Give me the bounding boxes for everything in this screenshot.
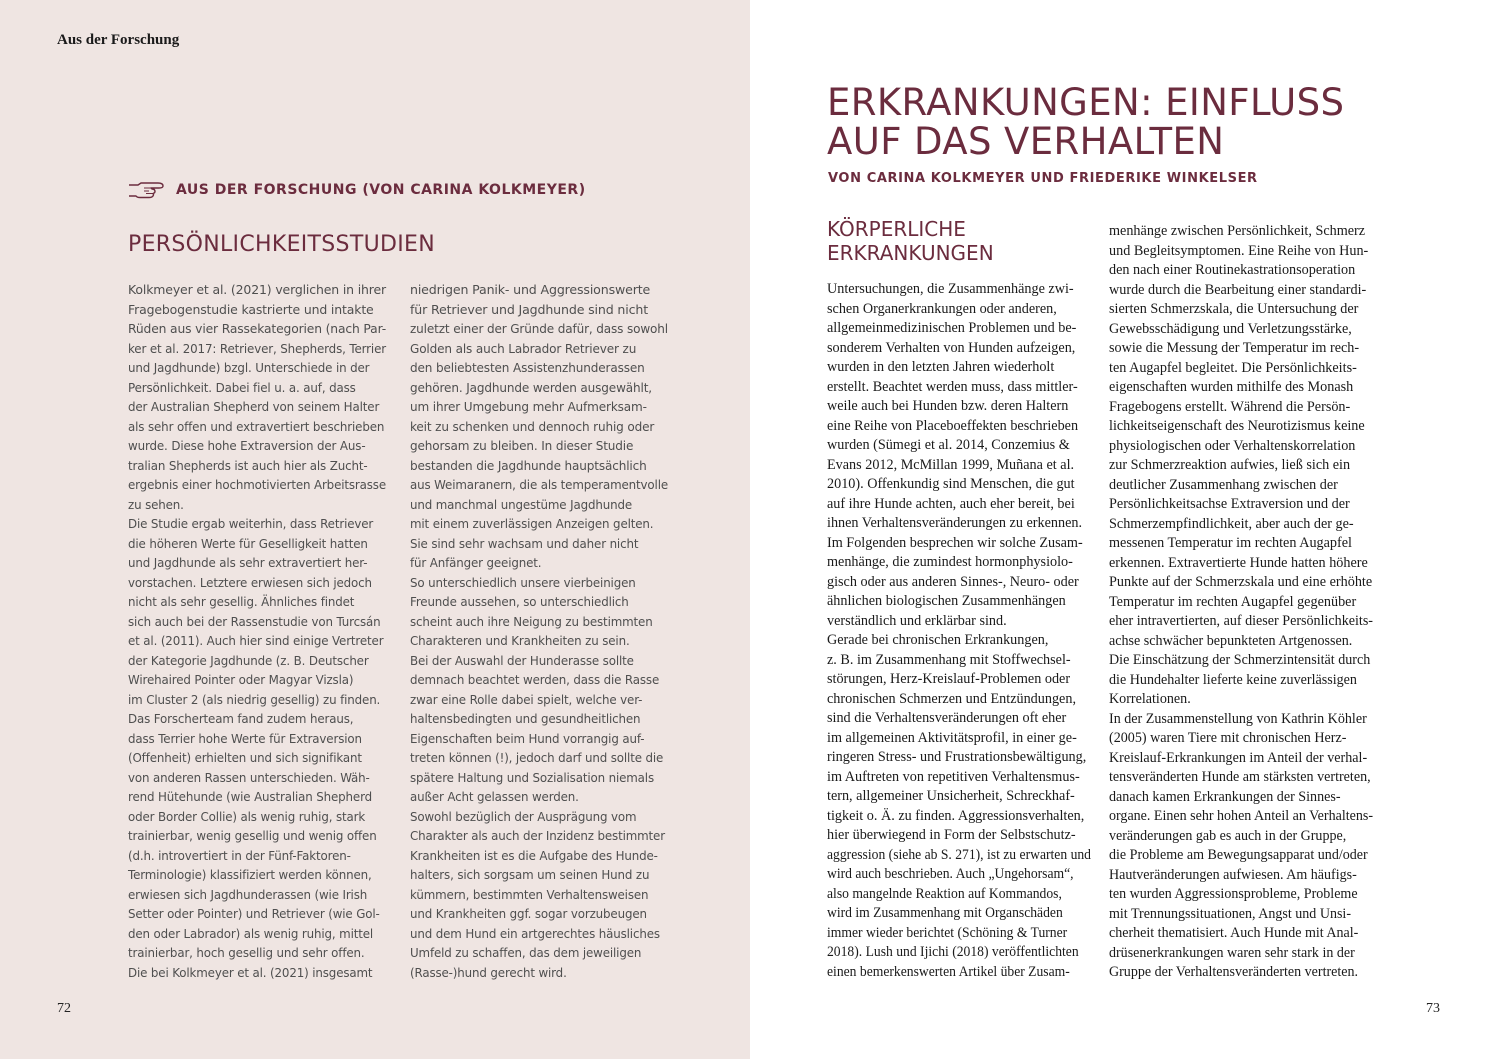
text-line: wurden (Sümegi et al. 2014, Conzemius & — [827, 437, 1070, 453]
text-line: Eigenschaften beim Hund vorrangig auf- — [410, 730, 645, 746]
text-line: trainierbar, wenig gesellig und wenig offen — [128, 828, 377, 843]
text-line: und dem Hund ein artgerechtes häusliches — [410, 925, 660, 941]
text-line: menhänge zwischen Persönlichkeit, Schmerz — [1109, 223, 1366, 239]
text-line: und manchmal ungestüme Jagdhunde — [410, 496, 632, 512]
text-line: deutlicher Zusammenhang zwischen der — [1109, 476, 1338, 493]
text-line: wurde durch die Bearbeitung einer standardi- — [1109, 281, 1367, 298]
text-line: chronischen Schmerzen und Entzündungen, — [827, 690, 1076, 707]
text-line: Sie sind sehr wachsam und daher nicht — [410, 535, 639, 551]
text-line: schen Organerkrankungen oder anderen, — [827, 300, 1057, 317]
text-line: verständlich und erklärbar sind. — [827, 612, 1007, 629]
text-line: immer wieder berichtet (Schöning & Turner — [827, 924, 1068, 941]
text-line: veränderungen gab es auch in der Gruppe, — [1109, 827, 1347, 844]
text-line: eigenschaften wurden mithilfe des Monash — [1109, 379, 1354, 395]
text-line: Die bei Kolkmeyer et al. (2021) insgesamt — [128, 964, 373, 980]
text-line: (d.h. introvertiert in der Fünf-Faktoren- — [128, 847, 351, 863]
text-line: Punkte auf der Schmerzskala und eine erhöhte — [1109, 574, 1373, 590]
text-line: von anderen Rassen unterschieden. Wäh- — [128, 769, 370, 785]
body-column-1 — [827, 280, 1102, 982]
text-line: Hautveränderungen aufwiesen. Am häufigs- — [1109, 866, 1357, 883]
text-line: Gerade bei chronischen Erkrankungen, — [827, 632, 1049, 648]
text-line: der Australian Shepherd von seinem Halter — [128, 399, 380, 414]
text-line: kümmern, bestimmten Verhaltensweisen — [410, 886, 649, 902]
text-line: ten wurden Aggressionsprobleme, Probleme — [1109, 886, 1358, 902]
text-line: und Jagdhunde als sehr extravertiert her- — [128, 555, 368, 570]
text-line: 2010). Offenkundig sind Menschen, die gut — [827, 476, 1075, 492]
text-line: erwiesen sich Jagdhunderassen (wie Irish — [128, 886, 368, 902]
text-line: nicht als sehr gesellig. Ähnliches findet — [128, 594, 355, 609]
text-line: den oder Labrador) als wenig ruhig, mittel — [128, 925, 374, 941]
text-line: Das Forscherteam fand zudem heraus, — [128, 711, 354, 726]
text-line: um ihrer Umgebung mehr Aufmerksam- — [410, 399, 647, 414]
text-line: Die Studie ergab weiterhin, dass Retriever — [128, 516, 374, 531]
text-line: wird im Zusammenhang mit Organschäden — [827, 905, 1063, 921]
text-line: haltensbedingten und gesundheitlichen — [410, 711, 641, 726]
page-number-left: 72 — [57, 1001, 71, 1016]
text-line: den beliebtesten Assistenzhunderassen — [410, 360, 645, 375]
text-line: gehören. Jagdhunde werden ausgewählt, — [410, 379, 653, 395]
text-line: im Auftreten von repetitiven Verhaltensmus- — [827, 768, 1080, 785]
text-line: den nach einer Routinekastrationsoperation — [1109, 262, 1356, 278]
text-line: Persönlichkeitsachse Extraversion und der — [1109, 496, 1350, 512]
text-line: als sehr offen und extravertiert beschrieben — [128, 418, 385, 434]
body-column-2 — [1109, 222, 1376, 983]
box-column-1 — [128, 280, 402, 982]
text-line: So unterschiedlich unsere vierbeinigen — [410, 574, 636, 590]
text-line: also mangelnde Reaktion auf Kommandos, — [827, 885, 1062, 902]
text-line: Bei der Auswahl der Hunderasse sollte — [410, 652, 634, 668]
text-line: Kreislauf-Erkrankungen im Anteil der verhal- — [1109, 749, 1368, 766]
text-line: demnach beachtet werden, dass die Rasse — [410, 672, 660, 687]
text-line: die Probleme am Bewegungsapparat und/oder — [1109, 847, 1368, 863]
text-line: ten Augapfel begleitet. Die Persönlichkeits- — [1109, 359, 1357, 376]
text-line: lichkeitseigenschaft des Neurotizismus keine — [1109, 418, 1365, 434]
text-line: eine Reihe von Placeboeffekten beschrieben — [827, 417, 1079, 434]
text-line: Kolkmeyer et al. (2021) verglichen in ihrer — [128, 282, 386, 297]
text-line: Temperatur im rechten Augapfel gegenüber — [1109, 593, 1357, 610]
section-title — [827, 217, 994, 265]
text-line: auf ihre Hunde achten, auch eher bereit, bei — [827, 495, 1075, 512]
text-line: ker et al. 2017: Retriever, Shepherds, Terrier — [128, 340, 386, 356]
text-line: mit einem zuverlässigen Anzeigen gelten. — [410, 516, 654, 531]
text-line: Fragebogens erstellt. Während die Persön- — [1109, 398, 1351, 415]
text-line: tralian Shepherds ist auch hier als Zucht- — [128, 457, 368, 473]
text-line: aggression (siehe ab S. 271), ist zu erwarten und — [827, 846, 1091, 863]
text-line: zuletzt einer der Gründe dafür, dass sowohl — [410, 321, 668, 336]
text-line: messenen Temperatur im rechten Augapfel — [1109, 535, 1352, 551]
text-line: eher intravertierten, auf dieser Persönlichkeits- — [1109, 613, 1373, 629]
byline: VON CARINA KOLKMEYER UND FRIEDERIKE WINKELSER — [828, 171, 1258, 186]
text-line: et al. (2011). Auch hier sind einige Vertreter — [128, 633, 384, 648]
chapter-title-line: ERKRANKUNGEN: EINFLUSS — [827, 81, 1345, 124]
text-line: sonderem Verhalten von Hunden aufzeigen, — [827, 339, 1076, 356]
text-line: gehorsam zu bleiben. In dieser Studie — [410, 438, 634, 453]
section-title-line: KÖRPERLICHE — [827, 217, 966, 241]
text-line: hier überwiegend in Form der Selbstschutz- — [827, 827, 1076, 843]
text-line: In der Zusammenstellung von Kathrin Köhler — [1109, 710, 1367, 727]
chapter-title — [827, 83, 1344, 161]
text-line: ringeren Stress- und Frustrationsbewältigung, — [827, 749, 1087, 765]
text-line: Terminologie) klassifiziert werden können, — [128, 867, 372, 882]
text-line: erstellt. Beachtet werden muss, dass mittler- — [827, 378, 1078, 395]
text-line: scheint auch ihre Neigung zu bestimmten — [410, 613, 653, 629]
text-line: erkennen. Extravertierte Hunde hatten höhere — [1109, 554, 1368, 571]
text-line: physiologischen oder Verhaltenskorrelation — [1109, 437, 1356, 454]
text-line: einen bemerkenswerten Artikel über Zusam- — [827, 963, 1070, 980]
text-line: Sowohl bezüglich der Ausprägung vom — [410, 808, 637, 824]
text-line: dass Terrier hohe Werte für Extraversion — [128, 730, 362, 746]
text-line: die Hundehalter lieferte keine zuverlässigen — [1109, 671, 1357, 688]
text-line: ähnlichen biologischen Zusammenhängen — [827, 593, 1066, 609]
text-line: tigkeit o. Ä. zu finden. Aggressionsverhalten, — [827, 807, 1085, 824]
text-line: und Jagdhunde) bzgl. Unterschiede in der — [128, 360, 370, 375]
text-line: achse schwächer bepunkteten Artgenossen. — [1109, 632, 1353, 649]
text-line: treten können (!), jedoch darf und sollte die — [410, 750, 664, 765]
text-line: und Begleitsymptomen. Eine Reihe von Hun- — [1109, 242, 1369, 259]
text-line: halters, sich sorgsam um seinen Hund zu — [410, 867, 650, 882]
page-number-right: 73 — [1426, 1001, 1440, 1016]
text-line: Umfeld zu schaffen, das dem jeweiligen — [410, 945, 642, 960]
text-line: sierten Schmerzskala, die Untersuchung der — [1109, 301, 1359, 317]
text-line: Charakter als auch der Inzidenz bestimmter — [410, 828, 665, 843]
text-line: cherheit thematisiert. Auch Hunde mit Anal- — [1109, 925, 1359, 941]
text-line: die höheren Werte für Geselligkeit hatten — [128, 535, 368, 551]
text-line: gisch oder aus anderen Sinnes-, Neuro- oder — [827, 573, 1079, 590]
chapter-title-line: AUF DAS VERHALTEN — [827, 120, 1225, 163]
text-line: niedrigen Panik- und Aggressionswerte — [410, 282, 651, 297]
text-line: wird auch beschrieben. Auch „Ungehorsam“, — [827, 866, 1074, 882]
running-head: Aus der Forschung — [57, 32, 180, 48]
text-line: Golden als auch Labrador Retriever zu — [410, 340, 637, 356]
text-line: außer Acht gelassen werden. — [410, 789, 579, 804]
text-line: trainierbar, hoch gesellig und sehr offen. — [128, 945, 365, 960]
text-line: drüsenerkrankungen waren sehr stark in der — [1109, 944, 1355, 961]
box-kicker-text: AUS DER FORSCHUNG (VON CARINA KOLKMEYER) — [176, 182, 586, 198]
text-line: wurde. Diese hohe Extraversion der Aus- — [128, 438, 366, 453]
text-line: 2018). Lush und Ijichi (2018) veröffentlichten — [827, 944, 1079, 960]
pointing-hand-icon — [128, 180, 166, 200]
section-title-line: ERKRANKUNGEN — [827, 241, 994, 265]
text-line: weile auch bei Hunden bzw. deren Haltern — [827, 398, 1069, 414]
text-line: Evans 2012, McMillan 1999, Muñana et al. — [827, 456, 1075, 473]
text-line: rend Hütehunde (wie Australian Shepherd — [128, 789, 372, 804]
text-line: z. B. im Zusammenhang mit Stoffwechsel- — [827, 651, 1071, 668]
text-line: für Retriever und Jagdhunde sind nicht — [410, 301, 649, 317]
text-line: Fragebogenstudie kastrierte und intakte — [128, 301, 374, 317]
text-line: wurden in den letzten Jahren wiederholt — [827, 359, 1055, 375]
text-line: und Krankheiten ggf. sogar vorzubeugen — [410, 906, 647, 921]
text-line: Gewebsschädigung und Verletzungsstärke, — [1109, 320, 1352, 337]
text-line: (Offenheit) erhielten und sich signifikant — [128, 750, 362, 765]
text-line: Krankheiten ist es die Aufgabe des Hunde- — [410, 847, 658, 863]
text-line: zur Schmerzreaktion aufwies, ließ sich ein — [1109, 457, 1351, 473]
text-line: im allgemeinen Aktivitätsprofil, in einer ge- — [827, 729, 1077, 746]
text-line: Gruppe der Verhaltensveränderten vertreten. — [1109, 964, 1359, 980]
text-line: zu sehen. — [128, 496, 184, 512]
text-line: Korrelationen. — [1109, 691, 1191, 707]
text-line: Freunde aussehen, so unterschiedlich — [410, 594, 629, 609]
text-line: allgemeinmedizinischen Problemen und be- — [827, 320, 1077, 336]
box-kicker — [128, 180, 586, 200]
text-line: menhänge, die zumindest hormonphysiolo- — [827, 554, 1073, 570]
text-line: Schmerzempfindlichkeit, aber auch der ge- — [1109, 515, 1354, 532]
text-line: spätere Haltung und Sozialisation niemals — [410, 769, 654, 785]
text-line: tern, allgemeiner Unsicherheit, Schreckhaf- — [827, 788, 1075, 804]
text-line: Wirehaired Pointer oder Magyar Vizsla) — [128, 672, 354, 687]
box-column-2 — [410, 280, 684, 982]
box-title: PERSÖNLICHKEITSSTUDIEN — [128, 232, 435, 257]
text-line: Die Einschätzung der Schmerzintensität durch — [1109, 652, 1371, 668]
text-line: keit zu schenken und dennoch ruhig oder — [410, 418, 655, 434]
text-line: tensveränderten Hunde am stärksten vertreten, — [1109, 769, 1371, 785]
text-line: störungen, Herz-Kreislauf-Problemen oder — [827, 671, 1071, 687]
text-line: bestanden die Jagdhunde hauptsächlich — [410, 457, 647, 473]
text-line: zwar eine Rolle dabei spielt, welche ver- — [410, 691, 643, 707]
text-line: im Cluster 2 (als niedrig gesellig) zu finden. — [128, 691, 381, 707]
text-line: Persönlichkeit. Dabei fiel u. a. auf, dass — [128, 379, 356, 395]
text-line: (Rasse-)hund gerecht wird. — [410, 964, 567, 980]
text-line: ihnen Verhaltensveränderungen zu erkennen. — [827, 515, 1083, 531]
text-line: ergebnis einer hochmotivierten Arbeitsrasse — [128, 477, 386, 492]
text-line: Setter oder Pointer) und Retriever (wie Gol- — [128, 906, 380, 921]
text-line: für Anfänger geeignet. — [410, 555, 542, 570]
text-line: oder Border Collie) als wenig ruhig, stark — [128, 808, 366, 824]
text-line: sich auch bei der Rassenstudie von Turcsán — [128, 613, 381, 629]
text-line: mit Trennungssituationen, Angst und Unsi- — [1109, 905, 1352, 922]
text-line: sind die Verhaltensveränderungen oft eher — [827, 710, 1067, 726]
text-line: aus Weimaranern, die als temperamentvolle — [410, 477, 668, 492]
text-line: vorstachen. Letztere erwiesen sich jedoch — [128, 574, 372, 590]
text-line: danach kamen Erkrankungen der Sinnes- — [1109, 788, 1341, 805]
text-line: (2005) waren Tiere mit chronischen Herz- — [1109, 730, 1347, 746]
text-line: Im Folgenden besprechen wir solche Zusam- — [827, 534, 1083, 551]
text-line: Untersuchungen, die Zusammenhänge zwi- — [827, 281, 1074, 297]
text-line: sowie die Messung der Temperatur im rech- — [1109, 340, 1360, 356]
text-line: Charakteren und Krankheiten zu sein. — [410, 633, 630, 648]
text-line: Rüden aus vier Rassekategorien (nach Par- — [128, 321, 386, 336]
text-line: organe. Einen sehr hohen Anteil an Verhaltens- — [1109, 808, 1373, 824]
text-line: der Kategorie Jagdhunde (z. B. Deutscher — [128, 652, 369, 668]
